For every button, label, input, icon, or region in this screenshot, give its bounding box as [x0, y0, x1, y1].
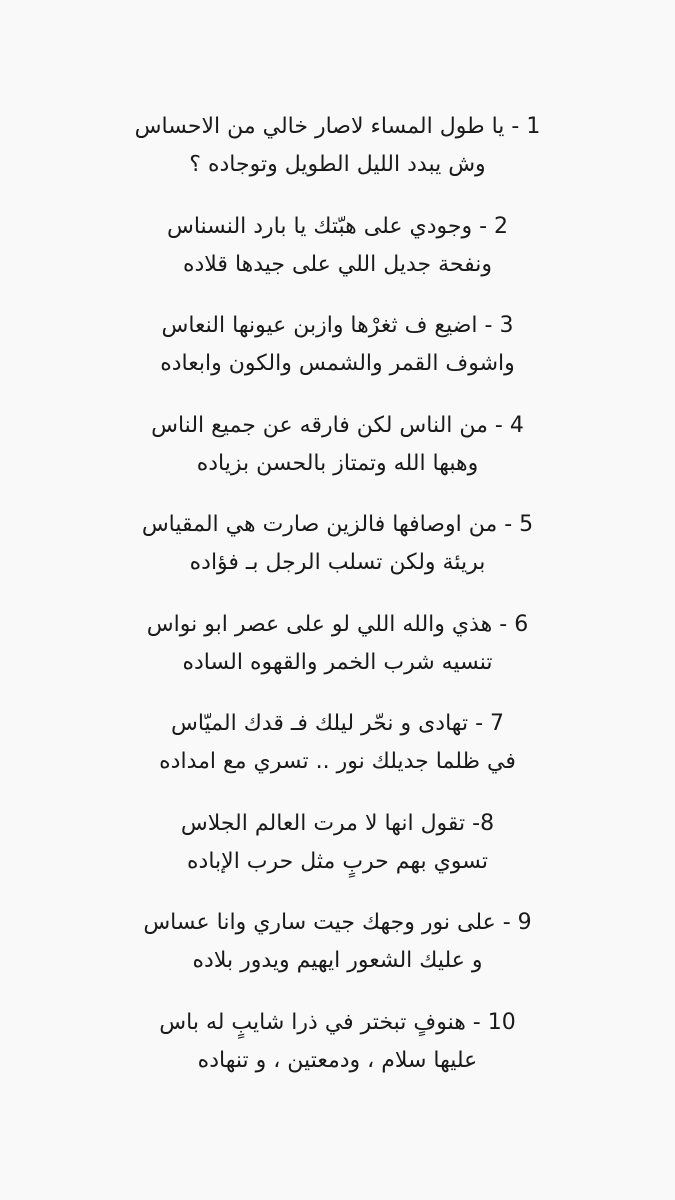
poem [0, 108, 675, 1103]
verse-5-line-2: بريئة ولكن تسلب الرجل بـ فؤاده [189, 550, 486, 575]
verse-10 [0, 1004, 675, 1104]
verse-9 [0, 904, 675, 1004]
verse-2-line-1: 2 - وجودي على هبّتك يا بارد النسناس [166, 213, 508, 239]
verse-9-line-2: و عليك الشعور ايهيم ويدور بلاده [192, 948, 483, 973]
verse-3-line-2: واشوف القمر والشمس والكون وابعاده [160, 351, 515, 376]
verse-2 [0, 208, 675, 308]
verse-4 [0, 407, 675, 507]
verse-2-line-2: ونفحة جديل اللي على جيدها قلاده [182, 251, 492, 277]
verse-6-line-1: 6 - هذي والله اللي لو على عصر ابو نواس [146, 611, 529, 637]
verse-7 [0, 705, 675, 805]
verse-8-line-2: تسوي بهم حربٍ مثل حرب الإباده [187, 848, 488, 874]
verse-3-line-1: 3 - اضيع ف ثغرْها وازبن عيونها النعاس [161, 313, 514, 338]
verse-5-line-1: 5 - من اوصافها فالزين صارت هي المقياس [141, 512, 534, 537]
verse-10-line-1: 10 - هنوفٍ تبختر في ذرا شايبٍ له باس [159, 1009, 516, 1035]
verse-5 [0, 506, 675, 606]
verse-1 [0, 108, 675, 208]
verse-3 [0, 307, 675, 407]
verse-4-line-2: وهبها الله وتمتاز بالحسن بزياده [196, 450, 479, 476]
verse-7-line-2: في ظلما جديلك نور .. تسري مع امداده [159, 749, 516, 774]
verse-1-line-2: وش يبدد الليل الطويل وتوجاده ؟ [189, 152, 486, 177]
verse-10-line-2: عليها سلام ، ودمعتين ، و تنهاده [197, 1047, 478, 1073]
verse-6-line-2: تنسيه شرب الخمر والقهوه الساده [182, 649, 493, 675]
verse-1-line-1: 1 - يا طول المساء لاصار خالي من الاحساس [134, 114, 541, 139]
verse-7-line-1: 7 - تهادى و نحّر ليلك فـ قدك الميّاس [170, 711, 504, 736]
verse-8 [0, 805, 675, 905]
verse-6 [0, 606, 675, 706]
verse-8-line-1: 8- تقول انها لا مرت العالم الجلاس [180, 810, 495, 836]
verse-4-line-1: 4 - من الناس لكن فارقه عن جميع الناس [151, 412, 524, 438]
verse-9-line-1: 9 - على نور وجهك جيت ساري وانا عساس [143, 910, 532, 935]
